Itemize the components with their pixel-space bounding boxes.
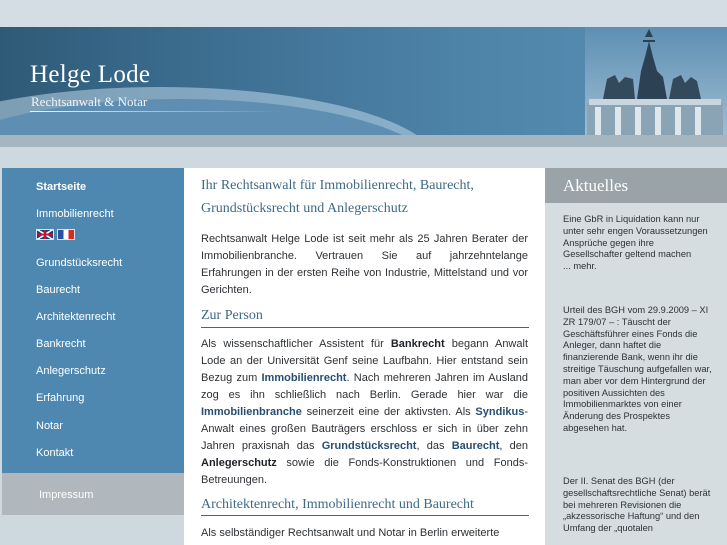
nav-item-startseite[interactable]: Startseite [36, 181, 87, 193]
site-subtitle: Rechtsanwalt & Notar [31, 94, 148, 109]
link-baurecht[interactable]: Baurecht [451, 440, 500, 452]
header-band [0, 135, 727, 147]
main-heading-line1: Ihr Rechtsanwalt für Immobilienrecht, Baurecht, [201, 178, 474, 193]
news-item-2: Urteil des BGH vom 29.9.2009 – XI ZR 179/07 – : Täuscht der Geschäftsführer eines Fonds die Anleger, dann haftet die finanzierende Bank, wenn ihr die streitige Täuschung aufgefallen war, man aber vor dem Hintergrund der positiven Aussichten des Immobilienmarktes von einer Änderung des Prospektes abgesehen hat. [563, 305, 712, 433]
link-syndikus[interactable]: Syndikus [475, 406, 525, 418]
intro-paragraph: Rechtsanwalt Helge Lode ist seit mehr als 25 Jahren Berater der Immobilienbranche. Vertrauen Sie auf jahrzehntelange Erfahrungen in der ersten Reihe von Industrie, Mittelstand und vor Gerichten. [201, 233, 528, 296]
site-title[interactable]: Helge Lode [30, 61, 151, 88]
news-item-1 [563, 214, 713, 273]
section-rule-2 [201, 515, 529, 516]
person-text-6: , das [416, 440, 452, 452]
keyword-anlegerschutz: Anlegerschutz [201, 457, 277, 469]
main-heading [201, 174, 531, 220]
nav-item-kontakt[interactable]: Kontakt [36, 447, 74, 459]
link-immobilienrecht[interactable]: Immobilienrecht [261, 372, 347, 384]
nav-item-grundstuecksrecht[interactable]: Grundstücksrecht [36, 257, 123, 269]
quadriga-gate-icon [585, 27, 727, 135]
site-header [0, 27, 727, 135]
news-item-1-text: Eine GbR in Liquidation kann nur unter sehr engen Voraussetzungen Ansprüche gegen ihre Gesellschafter geltend machen [563, 214, 708, 260]
news-title: Aktuelles [563, 176, 629, 195]
news-header [545, 168, 727, 203]
person-text-5: -Anwalt eines großen Bauträgers erschloss er sich in über zehn Jahren praxisnah das [201, 406, 528, 452]
main-content [184, 168, 545, 545]
person-paragraph [201, 336, 528, 489]
person-text-3: . Nach mehreren Jahren im Ausland zog es ihn schließlich nach Berlin. Gerade hier war die [201, 372, 528, 401]
section-heading-person: Zur Person [201, 308, 263, 323]
sidebar-nav [2, 168, 184, 515]
main-heading-line2: Grundstücksrecht und Anlegerschutz [201, 201, 408, 216]
nav-item-bankrecht[interactable]: Bankrecht [36, 338, 86, 350]
nav-item-baurecht[interactable]: Baurecht [36, 284, 81, 296]
link-grundstuecksrecht[interactable]: Grundstücksrecht [321, 440, 417, 452]
nav-item-impressum[interactable]: Impressum [39, 489, 94, 501]
news-item-3: Der II. Senat des BGH (der gesellschaftsrechtliche Senat) berät bei mehreren Revisionen die „akzessorische Haftung“ und den Umfang der „quotalen [563, 476, 711, 534]
nav-item-immobilienrecht[interactable]: Immobilienrecht [36, 208, 114, 220]
france-flag-icon[interactable] [57, 229, 75, 240]
nav-item-erfahrung[interactable]: Erfahrung [36, 392, 85, 404]
link-immobilienbranche[interactable]: Immobilienbranche [201, 406, 302, 418]
last-paragraph: Als selbständiger Rechtsanwalt und Notar in Berlin erweiterte [201, 527, 500, 539]
nav-item-notar[interactable]: Notar [36, 420, 63, 432]
language-flags [36, 229, 75, 240]
news-more-link[interactable]: ... mehr. [563, 261, 597, 272]
nav-item-anlegerschutz[interactable]: Anlegerschutz [36, 365, 106, 377]
keyword-bankrecht: Bankrecht [390, 338, 445, 350]
uk-flag-icon[interactable] [36, 229, 54, 240]
person-text-4: seinerzeit eine der aktivsten. Als [301, 406, 476, 418]
nav-item-architektenrecht[interactable]: Architektenrecht [36, 311, 116, 323]
top-strip [0, 0, 727, 27]
impressum-box [2, 473, 184, 515]
person-text-8: sowie die Fonds-Konstruktionen und Fonds-Betreuungen. [201, 457, 528, 486]
person-text-2: begann Anwalt Lode an der Universität Genf seine Laufbahn. Hier entstand sein Bezug zum [201, 338, 528, 384]
person-text-1: Als wissenschaftlicher Assistent für [201, 338, 391, 350]
section-heading-architektenrecht: Architektenrecht, Immobilienrecht und Baurecht [201, 497, 474, 512]
section-rule [201, 327, 529, 328]
person-text-7: , den [499, 440, 529, 452]
header-rule [30, 111, 280, 112]
news-sidebar [545, 168, 727, 545]
